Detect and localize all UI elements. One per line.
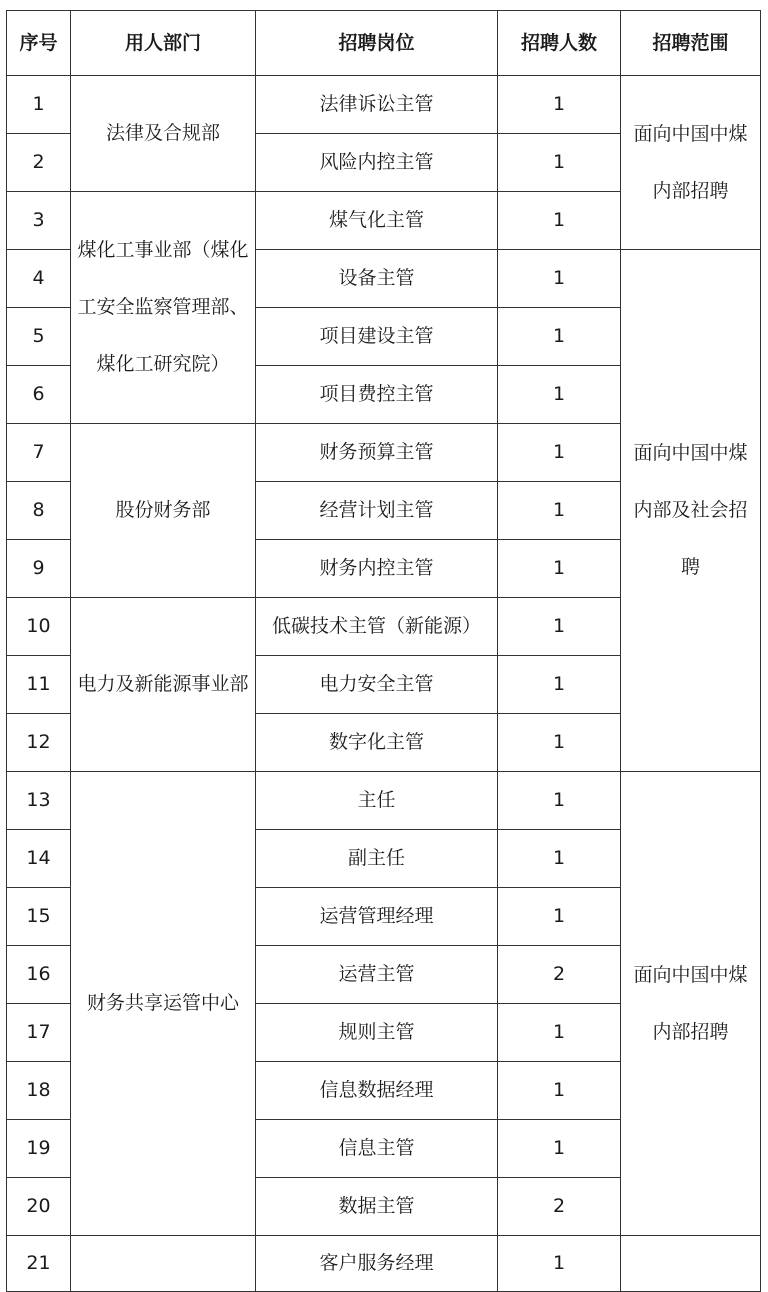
row-count: 1 bbox=[498, 424, 621, 482]
row-no: 7 bbox=[7, 424, 71, 482]
department-cell: 法律及合规部 bbox=[71, 76, 256, 192]
row-position: 设备主管 bbox=[256, 250, 498, 308]
header-count: 招聘人数 bbox=[498, 11, 621, 76]
row-position: 经营计划主管 bbox=[256, 482, 498, 540]
scope-cell: 面向中国中煤内部招聘 bbox=[621, 76, 761, 250]
row-position: 运营管理经理 bbox=[256, 888, 498, 946]
row-no: 15 bbox=[7, 888, 71, 946]
row-position: 数字化主管 bbox=[256, 714, 498, 772]
row-no: 12 bbox=[7, 714, 71, 772]
row-position: 主任 bbox=[256, 772, 498, 830]
row-count: 1 bbox=[498, 540, 621, 598]
row-no: 18 bbox=[7, 1062, 71, 1120]
row-count: 1 bbox=[498, 308, 621, 366]
row-no: 20 bbox=[7, 1178, 71, 1236]
row-position: 运营主管 bbox=[256, 946, 498, 1004]
row-count: 1 bbox=[498, 1120, 621, 1178]
department-cell: 煤化工事业部（煤化工安全监察管理部、煤化工研究院） bbox=[71, 192, 256, 424]
row-no: 2 bbox=[7, 134, 71, 192]
row-count: 1 bbox=[498, 830, 621, 888]
row-position: 数据主管 bbox=[256, 1178, 498, 1236]
row-no: 19 bbox=[7, 1120, 71, 1178]
table-row bbox=[7, 772, 761, 830]
table-row bbox=[7, 1236, 761, 1292]
row-no: 6 bbox=[7, 366, 71, 424]
row-count: 1 bbox=[498, 1062, 621, 1120]
row-no: 21 bbox=[7, 1236, 71, 1292]
scope-cell: 面向中国中煤内部及社会招聘 bbox=[621, 250, 761, 772]
row-position: 副主任 bbox=[256, 830, 498, 888]
row-position: 项目费控主管 bbox=[256, 366, 498, 424]
row-count: 1 bbox=[498, 366, 621, 424]
header-scope: 招聘范围 bbox=[621, 11, 761, 76]
row-count: 1 bbox=[498, 772, 621, 830]
department-cell: 股份财务部 bbox=[71, 424, 256, 598]
department-cell: 财务共享运管中心 bbox=[71, 772, 256, 1236]
row-position: 财务预算主管 bbox=[256, 424, 498, 482]
row-no: 8 bbox=[7, 482, 71, 540]
row-no: 10 bbox=[7, 598, 71, 656]
row-no: 1 bbox=[7, 76, 71, 134]
row-position: 规则主管 bbox=[256, 1004, 498, 1062]
recruitment-table bbox=[6, 10, 761, 1292]
row-position: 信息主管 bbox=[256, 1120, 498, 1178]
header-row bbox=[7, 11, 761, 76]
row-count: 1 bbox=[498, 192, 621, 250]
row-position: 煤气化主管 bbox=[256, 192, 498, 250]
row-no: 3 bbox=[7, 192, 71, 250]
row-no: 9 bbox=[7, 540, 71, 598]
row-count: 1 bbox=[498, 134, 621, 192]
row-position: 低碳技术主管（新能源） bbox=[256, 598, 498, 656]
row-no: 11 bbox=[7, 656, 71, 714]
row-position: 风险内控主管 bbox=[256, 134, 498, 192]
row-position: 项目建设主管 bbox=[256, 308, 498, 366]
row-position: 客户服务经理 bbox=[256, 1236, 498, 1292]
row-count: 1 bbox=[498, 598, 621, 656]
row-no: 5 bbox=[7, 308, 71, 366]
scope-cell: 面向中国中煤内部招聘 bbox=[621, 772, 761, 1236]
row-no: 17 bbox=[7, 1004, 71, 1062]
row-count: 1 bbox=[498, 656, 621, 714]
row-count: 2 bbox=[498, 946, 621, 1004]
header-position: 招聘岗位 bbox=[256, 11, 498, 76]
row-count: 1 bbox=[498, 482, 621, 540]
row-no: 13 bbox=[7, 772, 71, 830]
row-count: 1 bbox=[498, 714, 621, 772]
row-count: 1 bbox=[498, 1236, 621, 1292]
department-cell: 电力及新能源事业部 bbox=[71, 598, 256, 772]
row-count: 1 bbox=[498, 76, 621, 134]
row-position: 信息数据经理 bbox=[256, 1062, 498, 1120]
header-no: 序号 bbox=[7, 11, 71, 76]
table-row bbox=[7, 76, 761, 134]
row-position: 法律诉讼主管 bbox=[256, 76, 498, 134]
row-count: 1 bbox=[498, 250, 621, 308]
scope-cell-empty bbox=[621, 1236, 761, 1292]
department-cell-empty bbox=[71, 1236, 256, 1292]
row-count: 1 bbox=[498, 888, 621, 946]
row-no: 4 bbox=[7, 250, 71, 308]
row-count: 1 bbox=[498, 1004, 621, 1062]
row-position: 财务内控主管 bbox=[256, 540, 498, 598]
row-count: 2 bbox=[498, 1178, 621, 1236]
row-position: 电力安全主管 bbox=[256, 656, 498, 714]
header-department: 用人部门 bbox=[71, 11, 256, 76]
row-no: 16 bbox=[7, 946, 71, 1004]
row-no: 14 bbox=[7, 830, 71, 888]
